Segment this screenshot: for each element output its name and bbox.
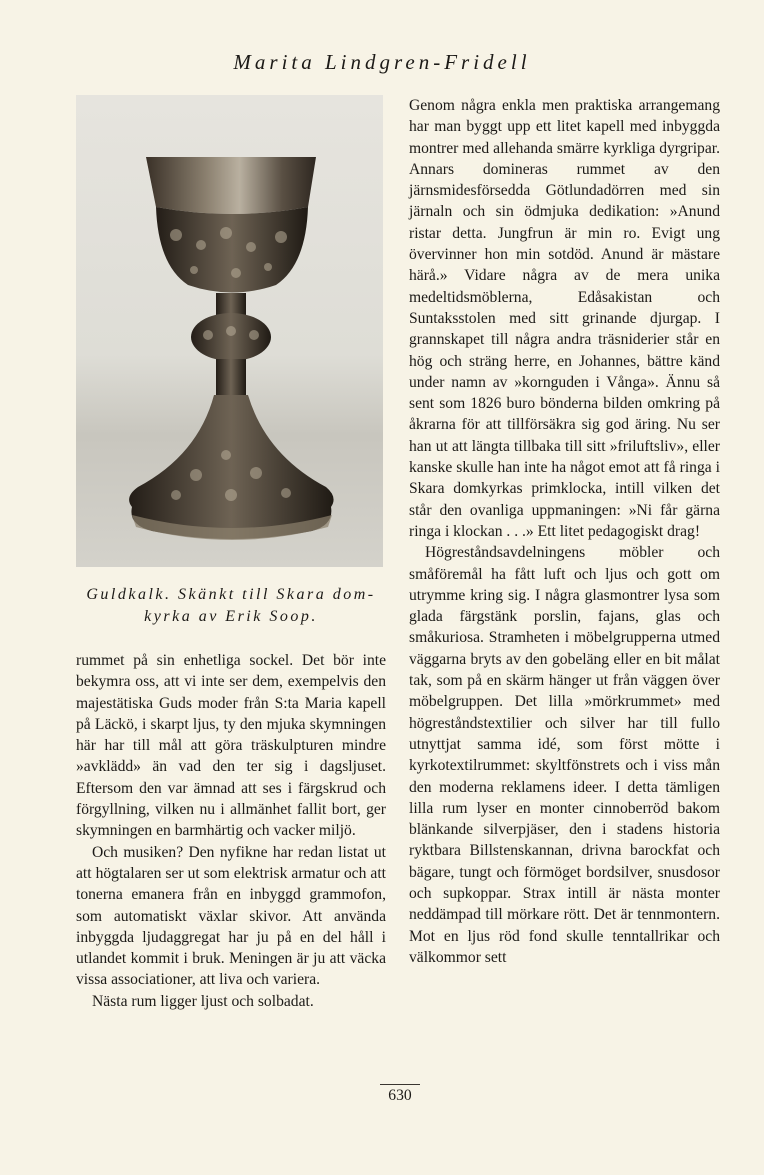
left-text-column bbox=[76, 650, 386, 1012]
page-number: 630 bbox=[380, 1084, 420, 1105]
caption-line-1: Guldkalk. Skänkt till Skara dom- bbox=[86, 586, 376, 603]
chalice-photograph bbox=[76, 95, 383, 567]
gold-chalice-image bbox=[76, 95, 383, 567]
paragraph: Högreståndsavdelningens möbler och småföremål ha fått luft och ljus och gott om utrymme kring sig. I några glasmontrer lysa som glada färgstänk porslin, fajans, glas och småkuriosa. Stramheten i möbelgrupperna utmed väggarna bryts av den gobeläng eller en bit målat tak, som på en skärm hänger ut från väggen över möbelgruppen. Det lilla »mörkrummet» med högreståndstextilier och silver har till fullo utnyttjat samma idé, som först mötte i kyrkotextilrummet: skyltfönstrets och i viss mån den moderna reklamens ideer. I detta tämligen lilla rum lyser en monter cinnoberröd bakom blänkande silverpjäser, den i stadens historia ryktbara Billstenskannan, drivna barockfat och bägare, tungt och förmöget bordsilver, snusdosor och supkoppar. Strax intill är nästa monter neddämpad till mörkare rött. Det är tennmontern. Mot en ljus röd fond skulle tenntallrikar och välkommor sett bbox=[409, 544, 720, 966]
paragraph: Genom några enkla men praktiska arrangemang har man byggt upp ett litet kapell med inbyggda montrer med allehanda smärre kyrkliga dyrgripar. Annars domineras rummet av den järnsmidesförsedda Götlundadörren med sin järnaln och sin ödmjuka dedikation: »Anund ristar detta. Jungfrun är min ro. Evigt ung övervinner hon min sotdöd. Anund är mästare härå.» Vidare några av de mera unika medeltidsmöblerna, Edåsakistan och Suntaksstolen med sitt grinande djurgap. I grannskapet till några andra träsniderier står en hög och sträng herre, en Johannes, bättre känd under namn av »kornguden i Vånga». Ännu så sent som 1826 buro bönderna bilden omkring på åkrarna för att tillförsäkra sig god äring. Nu ser han ut att längta tillbaka till sitt »friluftsliv», eller kanske skulle han inte ha något emot att få ringa i Skara domkyrkas primklocka, intill vilken det står den ovanliga uppmaningen: »Ni får gärna ringa i klockan . . .» Ett litet pedagogiskt drag! bbox=[409, 97, 720, 540]
paragraph: rummet på sin enhetliga sockel. Det bör inte bekymra oss, att vi inte ser dem, exempelvis den majestätiska Guds moder från S:ta Maria kapell på Läckö, i skarpt ljus, ty den mjuka skymningen här har till mål att göra träskulpturen mindre »avklädd» än vad den ter sig i dagsljuset. Eftersom den var ämnad att ses i färgskrud och förgyllning, vilken nu i allmänhet fallit bort, ger skymningen en barmhärtig och vacker miljö. bbox=[76, 652, 386, 840]
paragraph: Nästa rum ligger ljust och solbadat. bbox=[92, 992, 314, 1010]
figure-caption bbox=[76, 584, 386, 628]
right-text-column bbox=[409, 95, 720, 968]
running-header: Marita Lindgren-Fridell bbox=[233, 50, 531, 74]
paragraph: Och musiken? Den nyfikne har redan listat ut att högtalaren ser ut som elektrisk armatur och att tonerna emanera från en inbyggd grammofon, som automatiskt växlar skivor. Att använda inbyggda ljudaggregat har ju på en del håll i utlandet kommit i bruk. Meningen är ju att väcka vissa associationer, att liva och variera. bbox=[76, 843, 386, 989]
caption-line-2: kyrka av Erik Soop. bbox=[144, 608, 318, 625]
